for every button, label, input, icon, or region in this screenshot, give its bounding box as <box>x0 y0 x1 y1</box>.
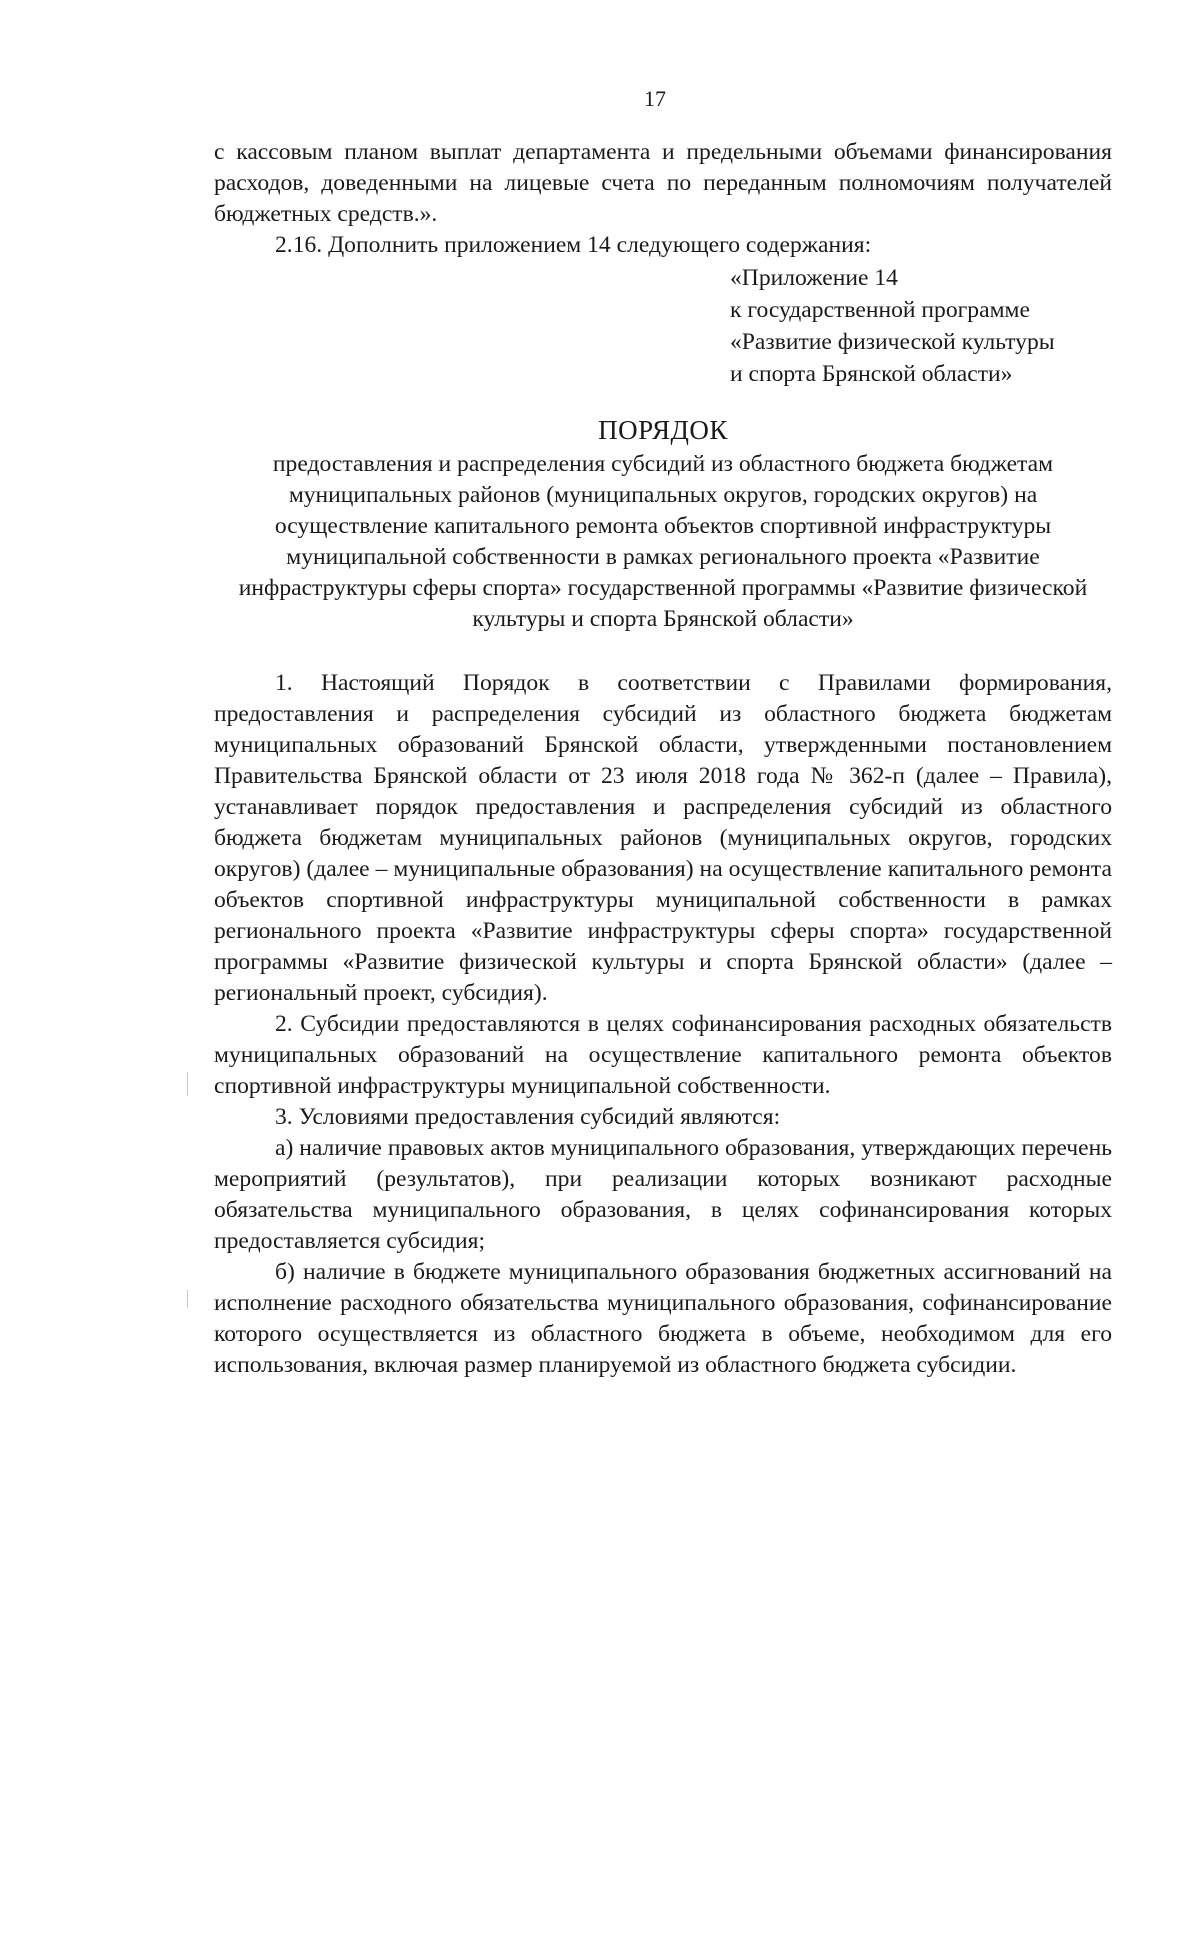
appendix-caption-line: и спорта Брянской области» <box>730 361 1013 387</box>
appendix-caption-line: «Развитие физической культуры <box>730 329 1055 355</box>
scan-artifact-mark <box>187 1290 188 1308</box>
item-2-16-paragraph: 2.16. Дополнить приложением 14 следующего содержания: <box>275 232 872 258</box>
intro-section <box>214 137 1112 261</box>
paragraph-3b: б) наличие в бюджете муниципального образования бюджетных ассигнований на исполнение расходного обязательства муниципального образования, софинансирование которого осуществляется из областного бюджета в объеме, необходимом для его использования, включая размер планируемой из областного бюджета субсидии. <box>214 1259 1112 1378</box>
paragraph-1: 1. Настоящий Порядок в соответствии с Правилами формирования, предоставления и распределения субсидий из областного бюджета бюджетам муниципальных образований Брянской области, утвержденными постановлением Правительства Брянской области от 23 июля 2018 года № 362-п (далее – Правила), устанавливает порядок предоставления и распределения субсидий из областного бюджета бюджетам муниципальных районов (муниципальных округов, городских округов) (далее – муниципальные образования) на осуществление капитального ремонта объектов спортивной инфраструктуры муниципальной собственности в рамках регионального проекта «Развитие инфраструктуры сферы спорта» государственной программы «Развитие физической культуры и спорта Брянской области» (далее – региональный проект, субсидия). <box>214 670 1112 1006</box>
body-section <box>214 668 1112 1381</box>
document-title: ПОРЯДОК <box>598 415 728 445</box>
appendix-caption <box>730 262 1130 390</box>
document-heading <box>214 413 1112 635</box>
continuation-paragraph: с кассовым планом выплат департамента и предельными объемами финансирования расходов, доведенными на лицевые счета по переданным полномочиям получателей бюджетных средств.». <box>214 139 1112 227</box>
paragraph-3: 3. Условиями предоставления субсидий являются: <box>275 1104 781 1130</box>
document-subtitle: предоставления и распределения субсидий из областного бюджета бюджетам муниципальных районов (муниципальных округов, городских округов) на осуществление капитального ремонта объектов спортивной инфраструктуры муниципальной собственности в рамках регионального проекта «Развитие инфраструктуры сферы спорта» государственной программы «Развитие физической культуры и спорта Брянской области» <box>238 451 1088 632</box>
scan-artifact-mark <box>187 1072 188 1096</box>
paragraph-2: 2. Субсидии предоставляются в целях софинансирования расходных обязательств муниципальных образований на осуществление капитального ремонта объектов спортивной инфраструктуры муниципальной собственности. <box>214 1011 1112 1099</box>
paragraph-3a: а) наличие правовых актов муниципального образования, утверждающих перечень мероприятий (результатов), при реализации которых возникают расходные обязательства муниципального образования, в целях софинансирования которых предоставляется субсидия; <box>214 1135 1112 1254</box>
appendix-caption-line: к государственной программе <box>730 297 1030 323</box>
appendix-caption-line: «Приложение 14 <box>730 265 898 291</box>
page-number: 17 <box>644 86 666 111</box>
